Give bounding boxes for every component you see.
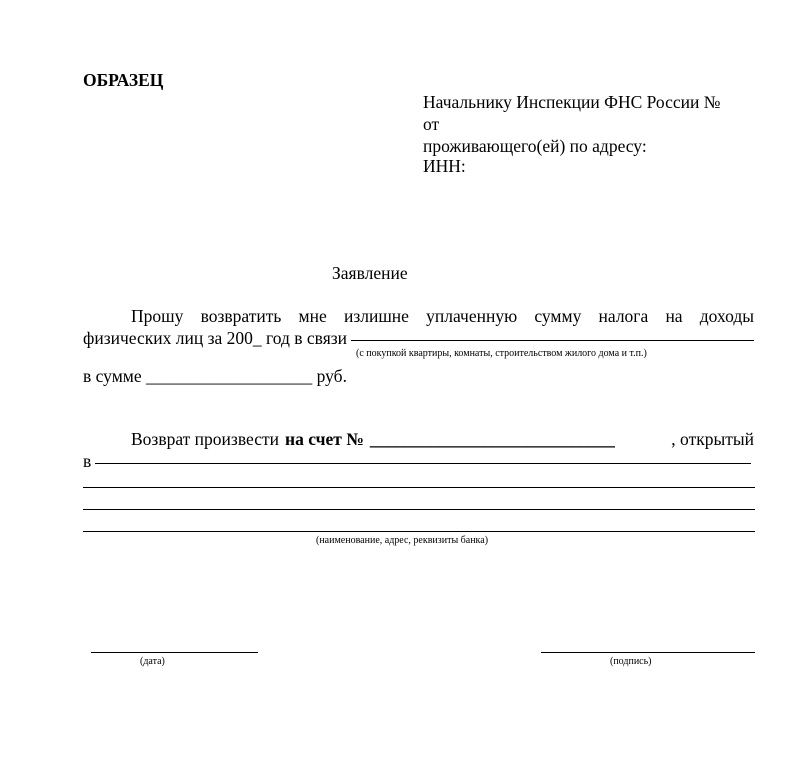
bank-blank-line-4 — [83, 531, 755, 532]
date-label: (дата) — [140, 656, 165, 667]
reason-hint: (с покупкой квартиры, комнаты, строительством жилого дома и т.п.) — [356, 348, 647, 359]
reason-blank-line — [351, 340, 754, 341]
date-blank-line — [91, 652, 258, 653]
request-line-2 — [83, 327, 754, 349]
request-line-1: Прошу возвратить мне излишне уплаченную сумму налога на доходы — [131, 306, 754, 326]
signature-label: (подпись) — [610, 656, 652, 667]
addressee-line-inspection: Начальнику Инспекции ФНС России № — [423, 92, 721, 112]
refund-suffix: , открытый — [671, 429, 754, 449]
addressee-line-inn: ИНН: — [423, 156, 466, 176]
document-title: Заявление — [332, 263, 408, 283]
amount-blank: ___________________ — [146, 366, 313, 386]
amount-line — [83, 365, 347, 387]
refund-prefix: Возврат произвести — [131, 429, 279, 449]
bank-blank-line-3 — [83, 509, 755, 510]
request-line-2-text: физических лиц за 200_ год в связи — [83, 328, 348, 348]
sample-label: ОБРАЗЕЦ — [83, 70, 164, 90]
addressee-line-from: от — [423, 114, 440, 134]
bank-blank-line-2 — [83, 487, 755, 488]
account-blank: ____________________________ — [369, 429, 615, 449]
bank-line-1 — [83, 450, 751, 472]
amount-prefix: в сумме — [83, 366, 142, 386]
addressee-line-address: проживающего(ей) по адресу: — [423, 136, 647, 156]
account-label: на счет № — [284, 429, 364, 449]
bank-blank-line-1 — [95, 463, 751, 464]
signature-blank-line — [541, 652, 755, 653]
amount-suffix: руб. — [316, 366, 347, 386]
refund-line — [131, 428, 754, 450]
bank-hint: (наименование, адрес, реквизиты банка) — [316, 535, 489, 546]
bank-prefix: в — [83, 451, 92, 471]
